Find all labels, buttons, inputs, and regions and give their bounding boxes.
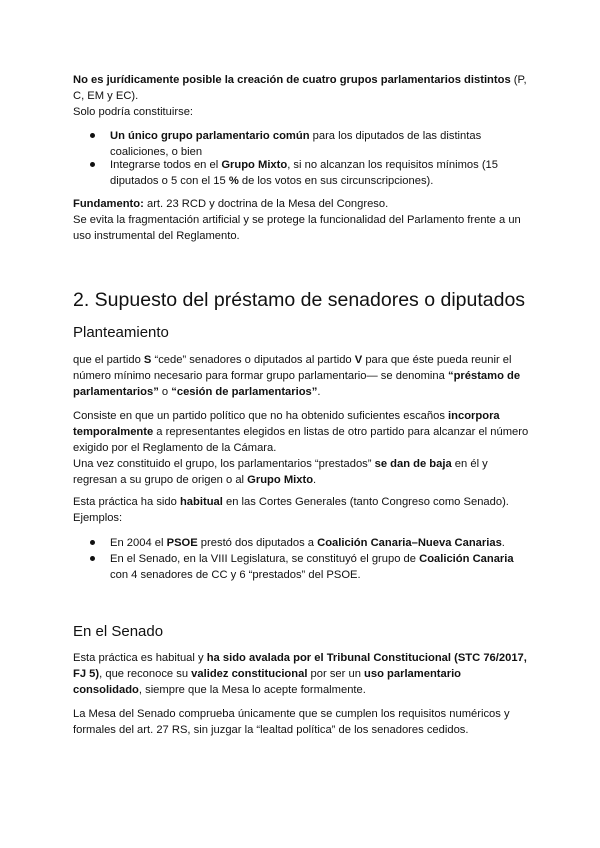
bold-text: validez constitucional [191, 668, 308, 680]
text: Se evita la fragmentación artificial y se protege la funcionalidad del Parlamento frente a un uso instrumental del Reglamento. [73, 214, 521, 242]
bullet-icon [90, 133, 95, 138]
bold-text: Un único grupo parlamentario común [110, 130, 310, 142]
paragraph-conclusion [73, 72, 533, 120]
bold-text: incorpora temporalmente [73, 410, 500, 438]
text: Solo podría constituirse: [73, 106, 194, 118]
text: . [501, 537, 505, 549]
paragraph [73, 408, 533, 488]
text: . [313, 474, 317, 486]
bold-text: PSOE [166, 537, 198, 549]
text: art. 23 RCD y doctrina de la Mesa del Congreso. [143, 198, 389, 210]
subsection-title-senado: En el Senado [73, 623, 164, 640]
text: En el Senado, en la VIII Legislatura, se constituyó el grupo de [110, 553, 420, 565]
text: o [158, 386, 172, 398]
text: a representantes elegidos en listas de otro partido para alcanzar el número exigido por el Reglamento de la Cámara. [73, 426, 529, 454]
text: de los votos en sus circunscripciones). [238, 175, 434, 187]
text: , siempre que la Mesa lo acepte formalmente. [138, 684, 366, 696]
bold-text: uso parlamentario consolidado [73, 668, 462, 696]
bold-text: Grupo Mixto [221, 159, 288, 171]
bold-text: S [143, 354, 152, 366]
text: “cede” senadores o diputados al partido [151, 354, 355, 366]
text: Integrarse todos en el [110, 159, 222, 171]
paragraph [73, 494, 533, 526]
bold-text: % [228, 175, 239, 187]
text: En 2004 el [110, 537, 167, 549]
bullet-icon [90, 556, 95, 561]
text: Esta práctica es habitual y [73, 652, 207, 664]
paragraph: La Mesa del Senado comprueba únicamente que se cumplen los requisitos numéricos y formales del art. 27 RS, sin juzgar la “lealtad política” de los senadores cedidos. [73, 708, 510, 736]
text: , que reconoce su [99, 668, 192, 680]
bold-text: No es jurídicamente posible la creación de cuatro grupos parlamentarios distintos [73, 74, 511, 86]
text: para los diputados de las distintas coaliciones, o bien [110, 130, 482, 158]
bold-text: habitual [179, 496, 223, 508]
text: por ser un [307, 668, 365, 680]
bold-text: “préstamo de parlamentarios” [73, 370, 521, 398]
text: Esta práctica ha sido [73, 496, 180, 508]
bullet-icon [90, 540, 95, 545]
bold-text: Fundamento: [73, 198, 144, 210]
bold-text: se dan de baja [374, 458, 452, 470]
text: que el partido [73, 354, 144, 366]
bold-text: V [354, 354, 363, 366]
text: en él y regresan a su grupo de origen o al [73, 458, 488, 486]
text: Consiste en que un partido político que no ha obtenido suficientes escaños [73, 410, 449, 422]
bullet-icon [90, 162, 95, 167]
paragraph [73, 650, 533, 698]
text: en las Cortes Generales (tanto Congreso como Senado). Ejemplos: [73, 496, 509, 524]
text: con 4 senadores de CC y 6 “prestados” del PSOE. [110, 569, 361, 581]
bold-text: Coalición Canaria–Nueva Canarias [317, 537, 502, 549]
text: Una vez constituido el grupo, los parlamentarios “prestados” [73, 458, 375, 470]
bold-text: ha sido avalada por el Tribunal Constitucional (STC 76/2017, FJ 5) [73, 652, 527, 680]
bold-text: Grupo Mixto [247, 474, 314, 486]
bold-text: “cesión de parlamentarios” [171, 386, 318, 398]
paragraph-fundamento [73, 196, 533, 244]
section-title: 2. Supuesto del préstamo de senadores o diputados [73, 289, 526, 311]
text: , si no alcanzan los requisitos mínimos (15 diputados o 5 con el 15 [110, 159, 498, 187]
text: . [317, 386, 321, 398]
subsection-title-planteamiento: Planteamiento [73, 324, 169, 341]
bold-text: Coalición Canaria [419, 553, 514, 565]
text: (P, C, EM y EC). [73, 74, 527, 102]
text: para que éste pueda reunir el número mínimo necesario para formar grupo parlamentario— se denomina [73, 354, 512, 382]
paragraph [73, 352, 533, 400]
text: prestó dos diputados a [197, 537, 318, 549]
